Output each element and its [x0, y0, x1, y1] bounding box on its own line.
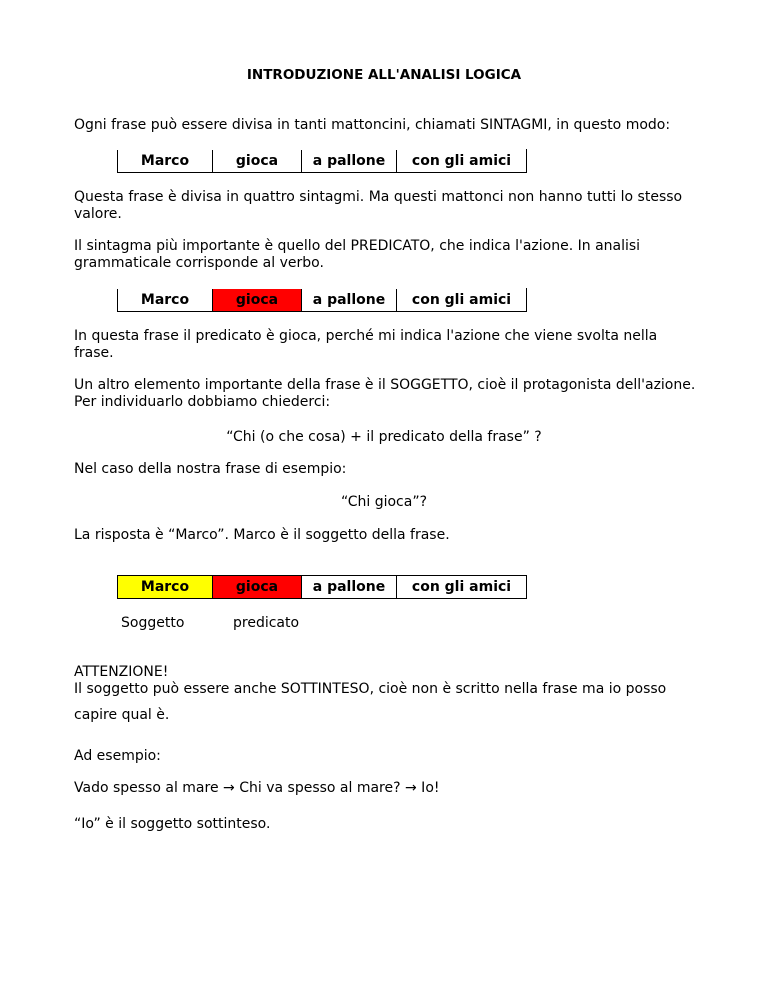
paragraph-esempio: Nel caso della nostra frase di esempio: [74, 461, 347, 477]
paragraph-gioca-1: In questa frase il predicato è gioca, perché mi indica l'azione che viene svolta nella [74, 328, 658, 344]
paragraph-quattro-sintagmi-1: Questa frase è divisa in quattro sintagmi. Ma questi mattonci non hanno tutti lo stesso [74, 189, 683, 205]
sintagma-con-gli-amici: con gli amici [397, 150, 527, 173]
paragraph-quattro-sintagmi-2: valore. [74, 206, 122, 222]
sentence-table-2 [117, 288, 527, 312]
paragraph-sottinteso-2: capire qual è. [74, 707, 170, 723]
sintagma-gioca: gioca [213, 150, 302, 173]
sentence-table-1 [117, 149, 527, 173]
example-question: Chi va spesso al mare? [234, 780, 405, 796]
label-soggetto: Soggetto [121, 615, 185, 631]
sintagma-gioca-predicate: gioca [213, 289, 302, 312]
page-title: INTRODUZIONE ALL'ANALISI LOGICA [246, 67, 522, 83]
paragraph-sottinteso-1: Il soggetto può essere anche SOTTINTESO, cioè non è scritto nella frase ma io posso [74, 681, 667, 697]
paragraph-gioca-2: frase. [74, 345, 114, 361]
sintagma-gioca-predicate: gioca [213, 576, 302, 599]
paragraph-io-sottinteso: “Io” è il soggetto sottinteso. [74, 816, 271, 832]
label-predicato: predicato [233, 615, 300, 631]
paragraph-predicato-2: grammaticale corrisponde al verbo. [74, 255, 324, 271]
paragraph-attenzione: ATTENZIONE! [74, 664, 169, 680]
paragraph-risposta: La risposta è “Marco”. Marco è il soggetto della frase. [74, 527, 450, 543]
sintagma-a-pallone: a pallone [302, 150, 397, 173]
sentence-table-3 [117, 575, 527, 599]
sintagma-con-gli-amici: con gli amici [397, 576, 527, 599]
question-chi-gioca: “Chi gioca”? [340, 494, 428, 510]
paragraph-predicato-1: Il sintagma più importante è quello del PREDICATO, che indica l'azione. In analisi [74, 238, 641, 254]
paragraph-intro: Ogni frase può essere divisa in tanti mattoncini, chiamati SINTAGMI, in questo modo: [74, 117, 671, 133]
sintagma-marco-subject: Marco [118, 576, 213, 599]
paragraph-soggetto-1: Un altro elemento importante della frase è il SOGGETTO, cioè il protagonista dell'azione. [74, 377, 696, 393]
sintagma-a-pallone: a pallone [302, 289, 397, 312]
arrow-right-icon: → [223, 780, 235, 796]
sintagma-marco: Marco [118, 150, 213, 173]
example-sentence: Vado spesso al mare [74, 780, 224, 796]
arrow-right-icon: → [405, 780, 417, 796]
sintagma-con-gli-amici: con gli amici [397, 289, 527, 312]
sintagma-a-pallone: a pallone [302, 576, 397, 599]
paragraph-soggetto-2: Per individuarlo dobbiamo chiederci: [74, 394, 331, 410]
question-chi-cosa: “Chi (o che cosa) + il predicato della frase” ? [226, 429, 542, 445]
example-answer: Io! [416, 780, 440, 796]
paragraph-vado-al-mare [74, 780, 704, 797]
paragraph-ad-esempio: Ad esempio: [74, 748, 161, 764]
sintagma-marco: Marco [118, 289, 213, 312]
